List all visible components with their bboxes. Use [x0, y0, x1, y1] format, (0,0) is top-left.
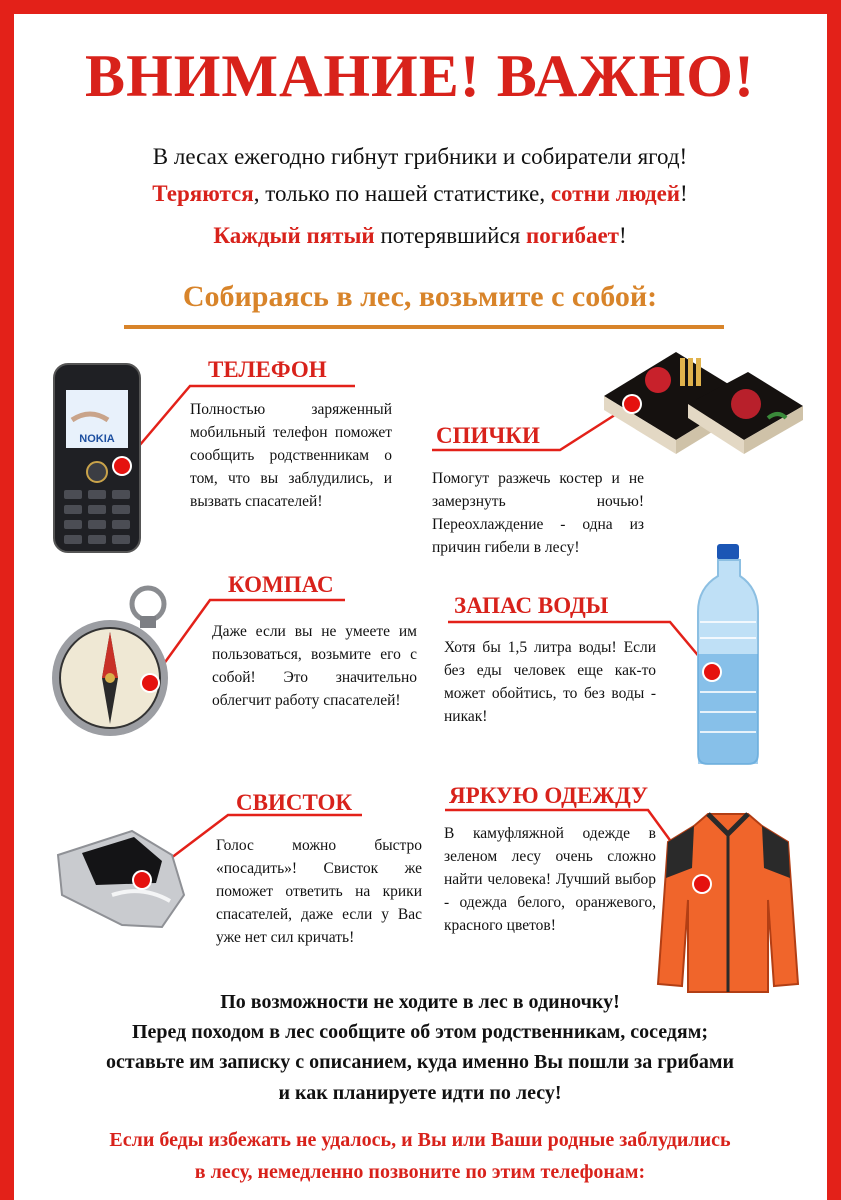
whistle-image — [52, 825, 192, 935]
matches-text: Помогут разжечь костер и не замерзнуть ночью! Переохлаждение - одна из причин гибели в лесу! — [432, 470, 644, 556]
poster-title: ВНИМАНИЕ! ВАЖНО! — [85, 43, 755, 109]
whistle-title: СВИСТОК — [236, 790, 353, 815]
jacket-image — [656, 808, 801, 994]
compass-marker — [142, 675, 158, 691]
phone-marker — [114, 458, 130, 474]
compass-title: КОМПАС — [228, 572, 334, 597]
footer-line-2: Перед походом в лес сообщите об этом родственникам, соседям; — [131, 1021, 709, 1043]
whistle-marker — [134, 872, 150, 888]
compass-text: Даже если вы не умеете им пользоваться, возьмите его с собой! Это значительно облегчит работу спасателей! — [212, 623, 417, 709]
phone-brand: NOKIA — [79, 433, 115, 445]
intro-line-3-mid: потерявшийся — [374, 223, 527, 248]
phone-text: Полностью заряженный мобильный телефон поможет сообщить родственникам о том, что вы заблудились, и вызвать спасателей! — [190, 401, 392, 510]
intro-line-1: В лесах ежегодно гибнут грибники и собиратели ягод! — [152, 144, 688, 169]
footer-line-3: оставьте им записку с описанием, куда именно Вы пошли за грибами — [105, 1051, 735, 1073]
phone-title: ТЕЛЕФОН — [208, 357, 327, 382]
water-text: Хотя бы 1,5 литра воды! Если без еды человек еще как-то может обойтись, то без воды - никак! — [444, 639, 656, 725]
intro-every-fifth: Каждый пятый — [213, 223, 375, 248]
intro-hundreds: сотни людей — [550, 181, 681, 206]
matches-title: СПИЧКИ — [436, 423, 540, 448]
footer-line-6: в лесу, немедленно позвоните по этим телефонам: — [194, 1161, 646, 1183]
intro-dies: погибает — [526, 223, 619, 248]
intro-line-3-end: ! — [618, 223, 627, 248]
take-heading: Собираясь в лес, возьмите с собой: — [182, 280, 658, 313]
footer-line-5: Если беды избежать не удалось, и Вы или Ваши родные заблудились — [109, 1129, 731, 1151]
footer-line-4: и как планируете идти по лесу! — [278, 1082, 562, 1104]
matches-marker — [624, 396, 640, 412]
whistle-text: Голос можно быстро «посадить»! Свисток же поможет ответить на крики спасателей, даже если у Вас уже нет сил кричать! — [216, 837, 422, 946]
intro-line-2-end: ! — [680, 181, 688, 206]
water-marker — [704, 664, 720, 680]
intro-line-2-mid: , только по нашей статистике, — [253, 181, 551, 206]
footer-line-1: По возможности не ходите в лес в одиночку! — [220, 991, 620, 1013]
clothes-marker — [694, 876, 710, 892]
clothes-text: В камуфляжной одежде в зеленом лесу очень сложно найти человека! Лучший выбор - одежда белого, оранжевого, красного цветов! — [444, 825, 656, 934]
water-title: ЗАПАС ВОДЫ — [454, 593, 609, 618]
compass-image — [44, 582, 179, 742]
clothes-title: ЯРКУЮ ОДЕЖДУ — [449, 783, 649, 808]
water-bottle-image — [694, 542, 764, 767]
intro-lost-word: Теряются — [152, 181, 254, 206]
phone-image — [50, 360, 145, 555]
